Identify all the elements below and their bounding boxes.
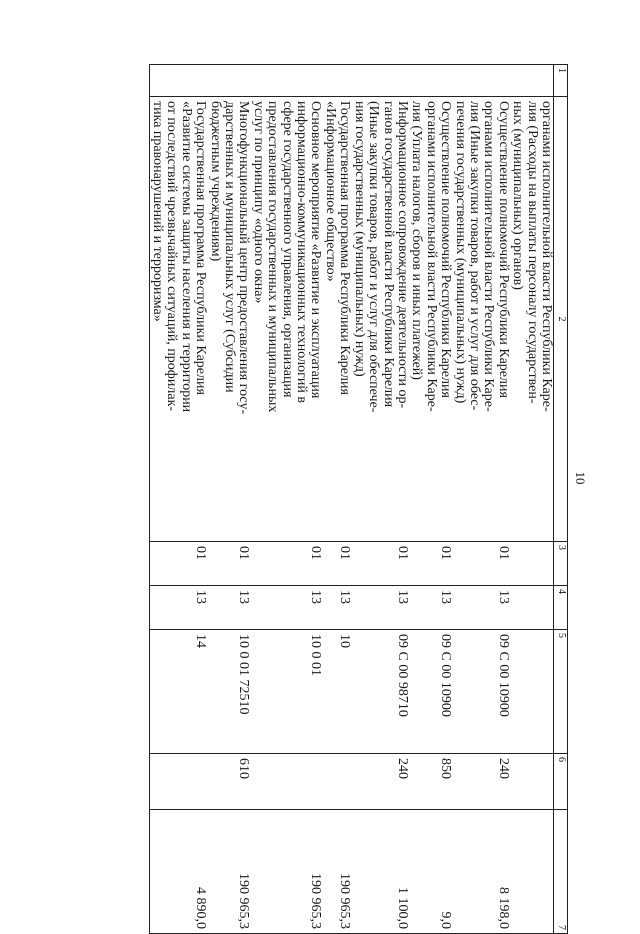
row-expense-type: 240 <box>351 754 409 810</box>
row-target-article: 10 0 01 <box>250 630 322 754</box>
row-section: 01 <box>351 542 409 586</box>
col-header-1: 1 <box>554 65 568 97</box>
row-subsection: 13 <box>351 586 409 630</box>
row-name-line: тика правонарушений и терроризма» <box>150 101 166 322</box>
row-subsection <box>510 586 554 630</box>
table-row <box>351 65 409 934</box>
row-name-line: Информационное сопровождение деятельности ор- <box>394 101 410 409</box>
row-expense-type: 240 <box>452 754 510 810</box>
row-name-line: дарственных и муниципальных услуг (Субсидии <box>222 101 238 393</box>
row-expense-type <box>323 754 352 810</box>
row-subsection: 13 <box>149 586 207 630</box>
row-target-article: 10 <box>323 630 352 754</box>
row-section: 01 <box>452 542 510 586</box>
table-row <box>452 65 510 934</box>
row-name-line: от последствий чрезвычайных ситуаций, профилак- <box>164 101 180 412</box>
row-name-line: органами исполнительной власти Республики Каре- <box>481 101 497 412</box>
row-expense-type <box>149 754 207 810</box>
row-name-line: ганов государственной власти Республики Карелия <box>380 101 396 408</box>
table-body <box>149 65 553 934</box>
row-name-line: (Иные закупки товаров, работ и услуг для обеспече- <box>366 101 382 413</box>
row-name-line: Многофункциональный центр предоставления госу- <box>236 101 252 415</box>
col-header-2: 2 <box>554 97 568 542</box>
row-name <box>409 97 452 542</box>
row-number-cell <box>323 65 352 97</box>
table-row <box>409 65 452 934</box>
row-subsection: 13 <box>323 586 352 630</box>
row-section: 01 <box>250 542 322 586</box>
row-number-cell <box>149 65 207 97</box>
row-number-cell <box>207 65 250 97</box>
row-name-line: информационно-коммуникационных технологий в <box>294 101 310 403</box>
row-number-cell <box>510 65 554 97</box>
row-name <box>351 97 409 542</box>
row-name-line: печения государственных (муниципальных) нужд) <box>452 101 468 404</box>
row-name-line: «Информационное общество» <box>322 101 338 282</box>
table-row <box>149 65 207 934</box>
row-subsection: 13 <box>250 586 322 630</box>
row-name-line: ных (муниципальных) органов) <box>510 101 526 290</box>
row-amount: 8 198,0 <box>452 810 510 934</box>
row-expense-type <box>510 754 554 810</box>
row-target-article: 09 С 00 10900 <box>409 630 452 754</box>
row-name-line: лия (Уплата налогов, сборов и иных платежей) <box>409 101 425 380</box>
row-name <box>323 97 352 542</box>
row-name-line: Осуществление полномочий Республики Карелия <box>438 101 454 398</box>
row-number-cell <box>351 65 409 97</box>
col-header-5: 5 <box>554 630 568 754</box>
row-name-line: органами исполнительной власти Республики Каре- <box>539 101 554 412</box>
row-section: 01 <box>323 542 352 586</box>
row-expense-type: 850 <box>409 754 452 810</box>
row-amount: 4 890,0 <box>149 810 207 934</box>
row-name-line: Государственная программа Республики Карелия <box>193 101 209 395</box>
row-target-article: 14 <box>149 630 207 754</box>
row-name-line: ния государственных (муниципальных) нужд) <box>351 101 367 377</box>
row-name-line: органами исполнительной власти Республики Каре- <box>423 101 439 412</box>
row-section: 01 <box>409 542 452 586</box>
row-expense-type: 610 <box>207 754 250 810</box>
col-header-3: 3 <box>554 542 568 586</box>
rotated-table-container <box>80 64 568 930</box>
row-name-line: лия (Расходы на выплаты персоналу государствен- <box>524 101 540 404</box>
row-expense-type <box>250 754 322 810</box>
table-row <box>323 65 352 934</box>
row-section: 01 <box>207 542 250 586</box>
col-header-4: 4 <box>554 586 568 630</box>
page-number: 10 <box>573 471 588 485</box>
table-row <box>250 65 322 934</box>
row-name-line: услуг по принципу «одного окна» <box>250 101 266 304</box>
row-amount: 190 965,3 <box>250 810 322 934</box>
row-target-article: 10 0 01 72510 <box>207 630 250 754</box>
row-subsection: 13 <box>409 586 452 630</box>
row-name-line: Основное мероприятие «Развитие и эксплуатация <box>308 101 324 399</box>
row-name-line: «Развитие системы защиты населения и территории <box>178 101 194 413</box>
row-amount: 190 965,3 <box>323 810 352 934</box>
col-header-6: 6 <box>554 754 568 810</box>
row-name <box>149 97 207 542</box>
row-subsection: 13 <box>452 586 510 630</box>
row-name-line: сфере государственного управления, организация <box>279 101 295 398</box>
row-number-cell <box>452 65 510 97</box>
row-amount: 1 100,0 <box>351 810 409 934</box>
col-header-7: 7 <box>554 810 568 934</box>
row-section: 01 <box>149 542 207 586</box>
row-amount: 190 965,3 <box>207 810 250 934</box>
row-name <box>452 97 510 542</box>
row-name-line: бюджетным учреждениям) <box>207 101 223 262</box>
row-number-cell <box>409 65 452 97</box>
table-row <box>510 65 554 934</box>
row-target-article: 09 С 00 10900 <box>452 630 510 754</box>
row-name <box>250 97 322 542</box>
row-name <box>510 97 554 542</box>
table-row <box>207 65 250 934</box>
budget-table <box>149 64 568 934</box>
row-name-line: предоставления государственных и муниципальных <box>265 101 281 413</box>
row-name-line: лия (Иные закупки товаров, работ и услуг для обес- <box>466 101 482 411</box>
row-amount <box>510 810 554 934</box>
row-name-line: Государственная программа Республики Карелия <box>337 101 353 395</box>
row-number-cell <box>250 65 322 97</box>
row-target-article <box>510 630 554 754</box>
row-section <box>510 542 554 586</box>
row-amount: 9,0 <box>409 810 452 934</box>
row-subsection: 13 <box>207 586 250 630</box>
row-name-line: Осуществление полномочий Республики Карелия <box>495 101 511 398</box>
row-name <box>207 97 250 542</box>
column-number-row <box>554 65 568 934</box>
row-target-article: 09 С 00 98710 <box>351 630 409 754</box>
